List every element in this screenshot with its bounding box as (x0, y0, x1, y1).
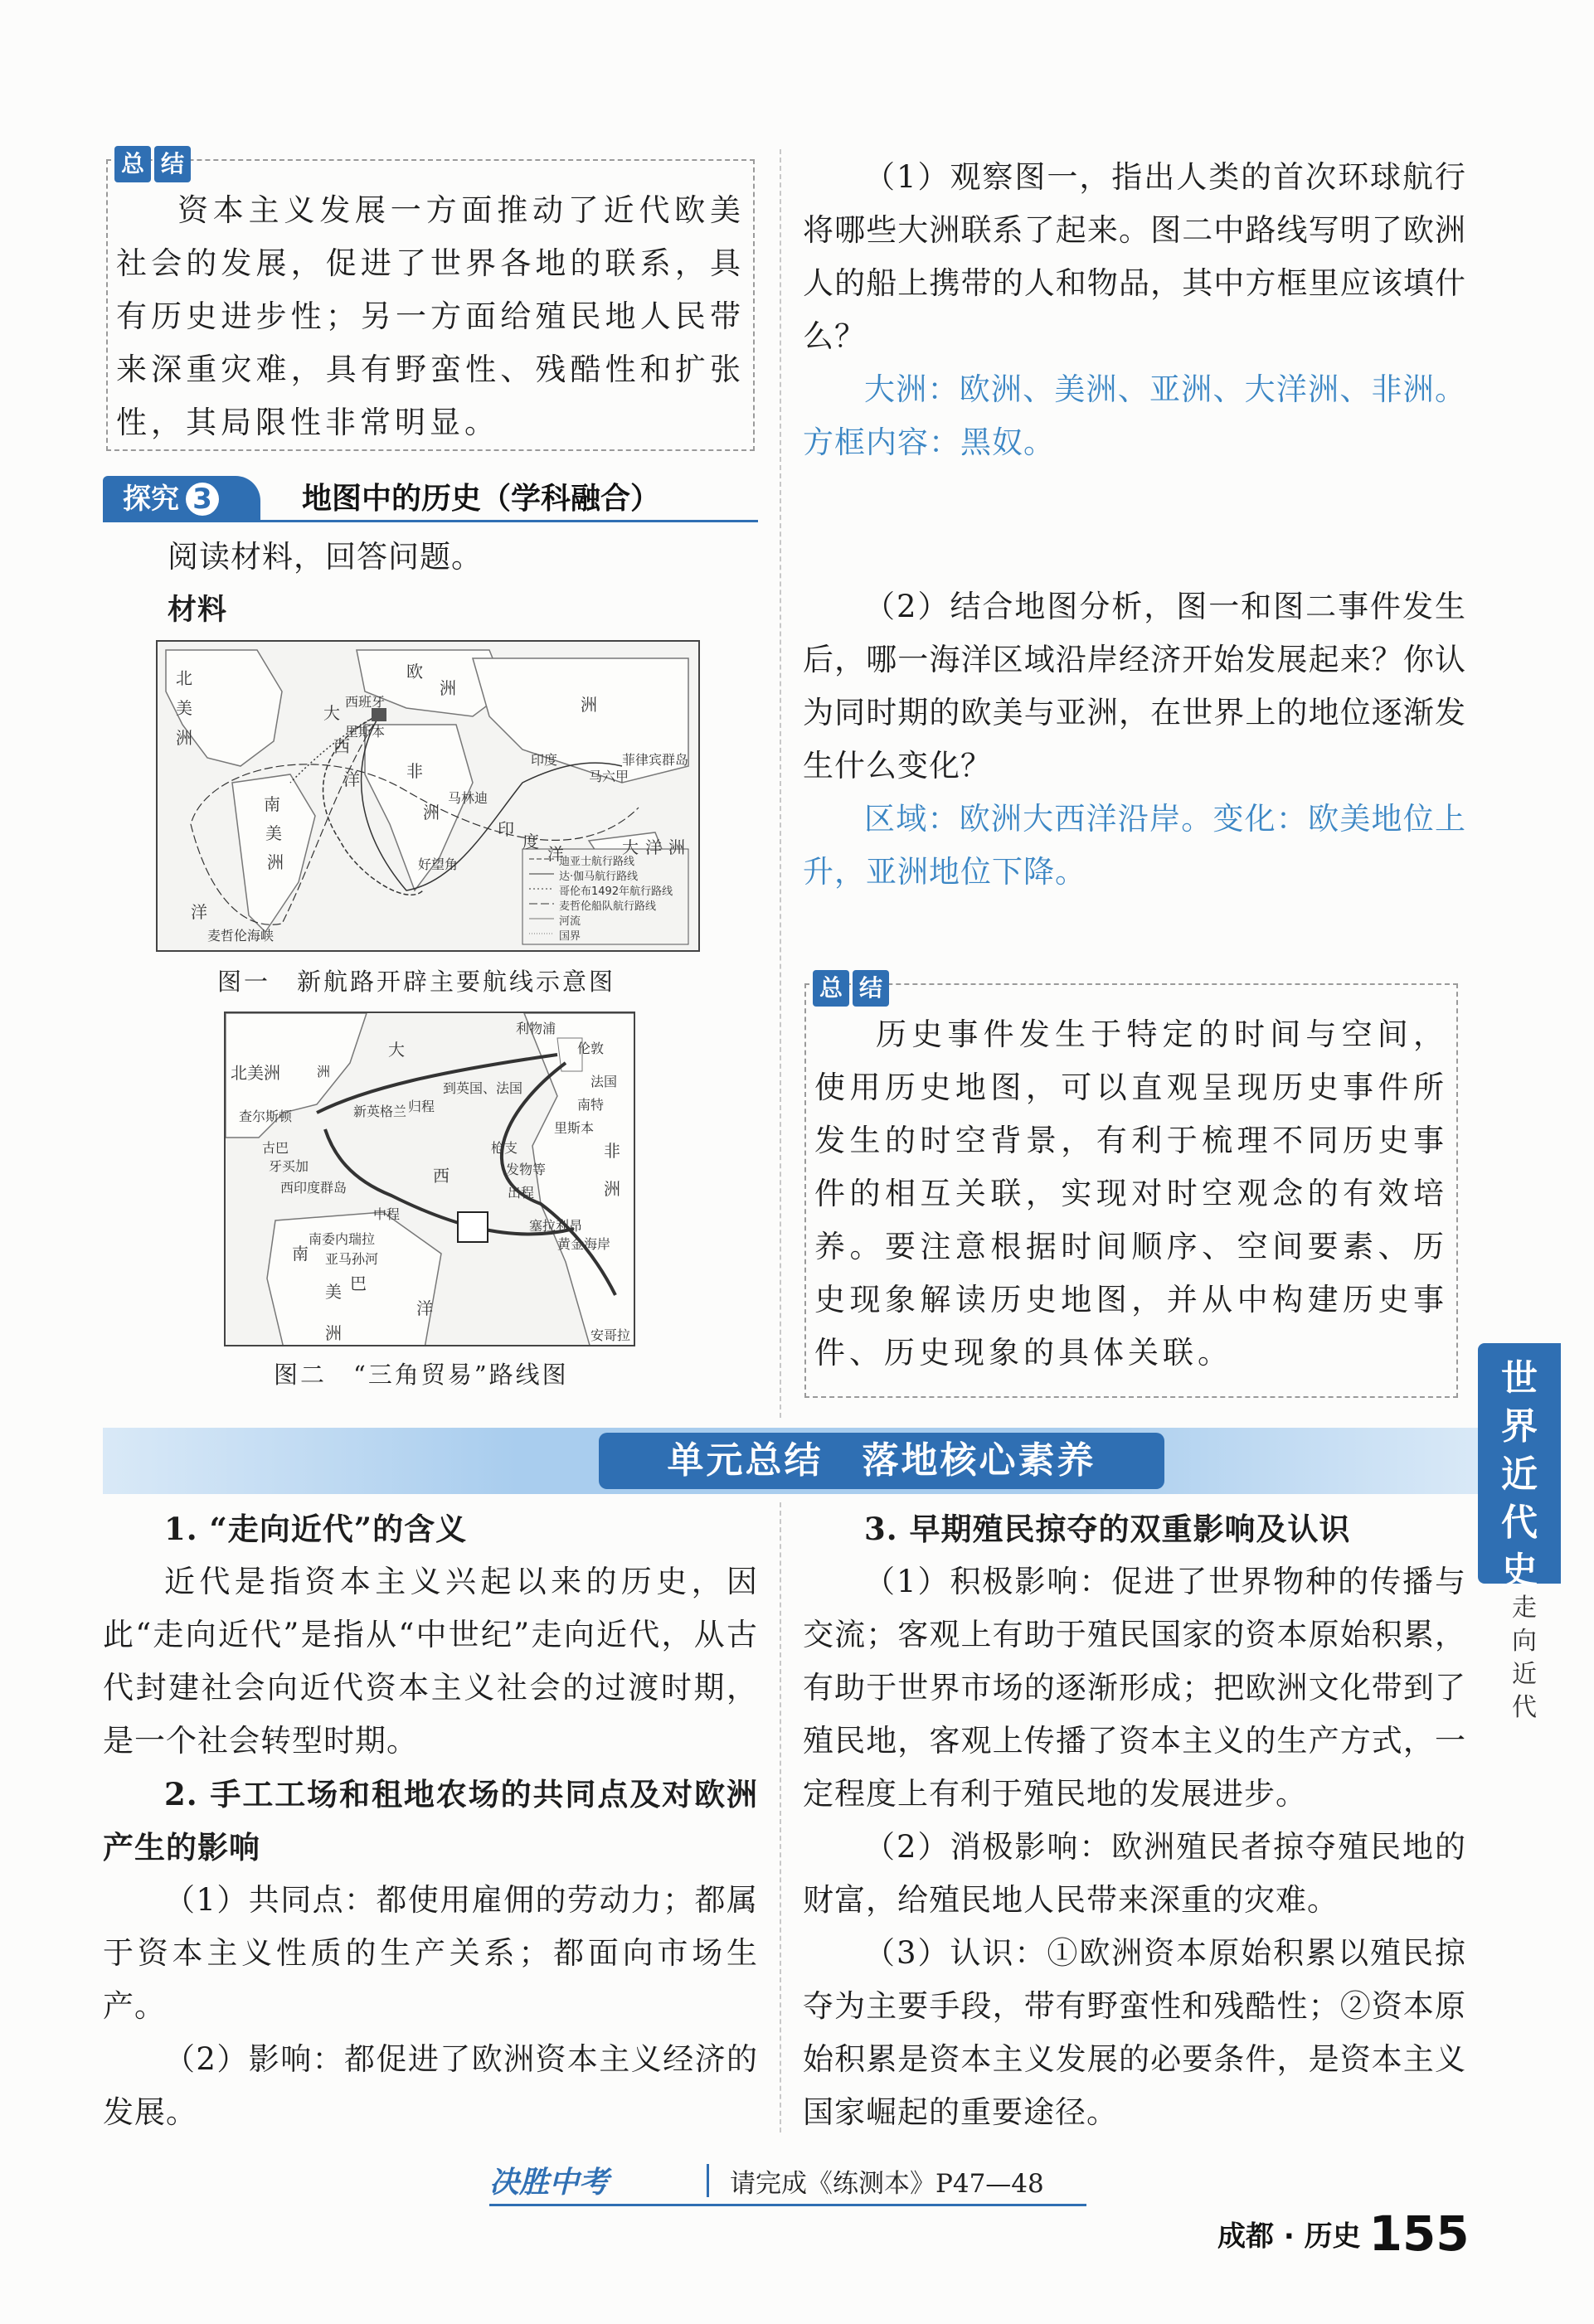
unit-summary-banner (103, 1428, 1480, 1494)
answer-1: 大洲：欧洲、美洲、亚洲、大洋洲、非洲。方框内容：黑奴。 (803, 371, 1466, 460)
map-label: 大 (622, 837, 639, 857)
footer-bar (489, 2156, 1086, 2205)
map-label: 菲律宾群岛 (622, 752, 689, 768)
right-summary-box (804, 974, 1458, 1398)
explore-title: 地图中的历史（学科融合） (302, 482, 661, 516)
section-3-title: 3. 早期殖民掠夺的双重影响及认识 (864, 1511, 1351, 1547)
map-label: 西 (333, 736, 350, 756)
map-label: 归程 (408, 1099, 435, 1114)
map-label: 洲 (440, 678, 456, 698)
map-new-routes (156, 640, 700, 952)
side-tab-char: 界 (1501, 1405, 1538, 1448)
footer-underline (489, 2204, 1086, 2206)
question-1: （1）观察图一，指出人类的首次环球航行将哪些大洲联系了起来。图二中路线写明了欧洲人的船上携带的人和物品，其中方框里应该填什么？ (803, 159, 1466, 354)
map-label: 伦敦 (577, 1041, 605, 1056)
map-label: 洲 (423, 803, 440, 822)
map-label: 塞拉利昂 (529, 1218, 583, 1234)
map-label: 枪支 (491, 1140, 518, 1156)
map-label: 洋 (343, 769, 360, 789)
map-label: 洲 (267, 852, 284, 872)
left-summary-text: 资本主义发展一方面推动了近代欧美社会的发展，促进了世界各地的联系，具有历史进步性；另一方面给殖民地人民带来深重灾难，具有野蛮性、残酷性和扩张性，其局限性非常明显。 (116, 192, 745, 440)
material-label: 材料 (168, 593, 228, 627)
chapter-subtitle (1508, 1592, 1541, 1725)
map-label: 洋 (645, 837, 662, 857)
map-label: 非 (604, 1141, 620, 1161)
page-subject: 成都 · 历史 (1217, 2220, 1361, 2254)
map-label: 出程 (508, 1185, 535, 1201)
map-label: 里斯本 (345, 724, 386, 740)
side-sub-char: 向 (1512, 1627, 1537, 1656)
map-label: 洲 (317, 1064, 331, 1080)
map-label: 美 (325, 1282, 342, 1302)
side-tab-char: 代 (1501, 1502, 1538, 1544)
summary-tag-char: 总 (114, 146, 151, 182)
footer-separator (707, 2164, 709, 2197)
instruction: 阅读材料，回答问题。 (168, 539, 483, 575)
page-number: 155 (1368, 2205, 1470, 2262)
side-tab-char: 世 (1501, 1357, 1538, 1400)
map1-caption: 图一 新航路开辟主要航线示意图 (217, 968, 616, 996)
right-summary-text: 历史事件发生于特定的时间与空间，使用历史地图，可以直观呈现历史事件所发生的时空背景，有利于梳理不同历史事件的相互关联，实现对时空观念的有效培养。要注意根据时间顺序、空间要素、历史现象解读历史地图，并从中构建历史事件、历史现象的具体关联。 (814, 1016, 1448, 1371)
map-label: 里斯本 (554, 1120, 595, 1136)
map-label: 中程 (373, 1206, 401, 1222)
map-label: 印 (498, 819, 514, 839)
map-label: 洋 (547, 844, 564, 864)
map-label: 黄金海岸 (557, 1236, 611, 1252)
summary-tag-char: 结 (154, 146, 191, 182)
map-label: 大 (323, 703, 340, 723)
map-label: 法国 (590, 1074, 618, 1089)
side-sub-char: 近 (1512, 1660, 1537, 1689)
side-tab-char: 近 (1501, 1453, 1538, 1496)
map-label: 亚马孙河 (325, 1251, 379, 1267)
page-info (1217, 2205, 1470, 2262)
map-label: 古巴 (262, 1140, 289, 1156)
brand-logo: 决胜中考 (489, 2166, 610, 2200)
legend-item: 迪亚士航行路线 (559, 856, 635, 868)
section-3-p3: （3）认识：①欧洲资本原始积累以殖民掠夺为主要手段，带有野蛮性和残酷性；②资本原始积累是资本主义发展的必要条件，是资本主义国家崛起的重要途径。 (803, 1935, 1466, 2130)
map-label: 安哥拉 (590, 1327, 631, 1343)
map-label: 西 (433, 1166, 450, 1186)
map-label: 查尔斯顿 (239, 1109, 293, 1124)
side-sub-char: 代 (1512, 1693, 1537, 1722)
map-label: 牙买加 (269, 1158, 309, 1174)
map-label: 洲 (325, 1323, 342, 1343)
summary-tag (813, 970, 892, 1007)
map-label: 美 (176, 698, 192, 718)
map-label: 印度 (531, 752, 558, 768)
map2-caption: 图二 “三角贸易”路线图 (274, 1361, 569, 1389)
map-label: 马六甲 (589, 769, 629, 784)
map-label: 北 (176, 668, 192, 688)
column-divider (780, 149, 781, 1418)
map-label: 洋 (416, 1298, 433, 1318)
answer-2: 区域：欧洲大西洋沿岸。变化：欧美地位上升，亚洲地位下降。 (803, 801, 1466, 890)
question-2: （2）结合地图分析，图一和图二事件发生后，哪一海洋区域沿岸经济开始发展起来？你认为同时期的欧美与亚洲，在世界上的地位逐渐发生什么变化？ (803, 589, 1466, 784)
map-label: 南委内瑞拉 (309, 1231, 376, 1247)
map-label: 好望角 (418, 856, 459, 872)
map-label: 西班牙 (345, 694, 386, 710)
footer-reference: 请完成《练测本》P47—48 (730, 2169, 1044, 2199)
section-2-p2: （2）影响：都促进了欧洲资本主义经济的发展。 (103, 2041, 758, 2130)
section-3-p2: （2）消极影响：欧洲殖民者掠夺殖民地的财富，给殖民地人民带来深重的灾难。 (803, 1829, 1466, 1918)
map-label: 南 (264, 794, 280, 814)
column-divider (780, 1502, 781, 2132)
map-label: 美 (265, 823, 282, 843)
summary-tag (114, 146, 194, 182)
map-label: 麦哲伦海峡 (207, 928, 275, 944)
map-label: 巴 (350, 1274, 367, 1293)
legend-item: 达·伽马航行路线 (559, 871, 639, 883)
legend-item: 河流 (559, 915, 581, 928)
left-summary-box (106, 150, 755, 451)
section-2-p1: （1）共同点：都使用雇佣的劳动力；都属于资本主义性质的生产关系；都面向市场生产。 (103, 1882, 758, 2024)
section-3-p1: （1）积极影响：促进了世界物种的传播与交流；客观上有助于殖民国家的资本原始积累，有助于世界市场的逐渐形成；把欧洲文化带到了殖民地，客观上传播了资本主义的生产方式，一定程度上有利于殖民地的发展进步。 (803, 1564, 1466, 1812)
explore-header (103, 476, 758, 522)
summary-tag-char: 总 (813, 970, 849, 1007)
map-label: 非 (406, 761, 423, 781)
map-label: 洲 (668, 837, 685, 857)
map-label: 大 (388, 1040, 405, 1060)
section-2-title: 2. 手工工场和租地农场的共同点及对欧洲产生的影响 (103, 1776, 758, 1866)
map-label: 新英格兰 (353, 1104, 407, 1119)
map-label: 发物等 (506, 1162, 547, 1177)
legend-item: 哥伦布1492年航行路线 (559, 885, 673, 898)
explore-number: 3 (186, 483, 219, 516)
map-label: 度 (522, 832, 539, 851)
map-label: 洋 (191, 902, 207, 922)
legend-item: 麦哲伦船队航行路线 (559, 900, 657, 913)
legend-item: 国界 (559, 930, 581, 943)
map-label: 北美洲 (231, 1063, 280, 1083)
map-label: 到英国、法国 (443, 1080, 523, 1096)
map-label: 南 (292, 1244, 309, 1264)
map-label: 欧 (406, 662, 423, 682)
explore-tag (103, 476, 260, 522)
side-sub-char: 走 (1512, 1594, 1537, 1623)
section-1-title: 1. “走向近代”的含义 (164, 1511, 468, 1547)
banner-title: 单元总结 落地核心素养 (599, 1433, 1164, 1489)
side-tab-char: 史 (1501, 1550, 1538, 1592)
chapter-side-tab[interactable] (1478, 1343, 1561, 1592)
map-triangle-trade (224, 1012, 635, 1346)
map-label: 利物浦 (516, 1021, 556, 1036)
section-1-text: 近代是指资本主义兴起以来的历史，因此“走向近代”是指从“中世纪”走向近代，从古代封建社会向近代资本主义社会的过渡时期，是一个社会转型时期。 (103, 1564, 758, 1759)
explore-tag-label: 探究 (123, 483, 179, 516)
map-label: 西印度群岛 (280, 1180, 347, 1196)
map-label: 马林迪 (448, 790, 488, 806)
map-label: 洲 (581, 695, 597, 715)
summary-tag-char: 结 (853, 970, 889, 1007)
map-label: 洲 (604, 1179, 620, 1199)
map-label: 南特 (577, 1097, 605, 1113)
map-label: 洲 (176, 728, 192, 748)
